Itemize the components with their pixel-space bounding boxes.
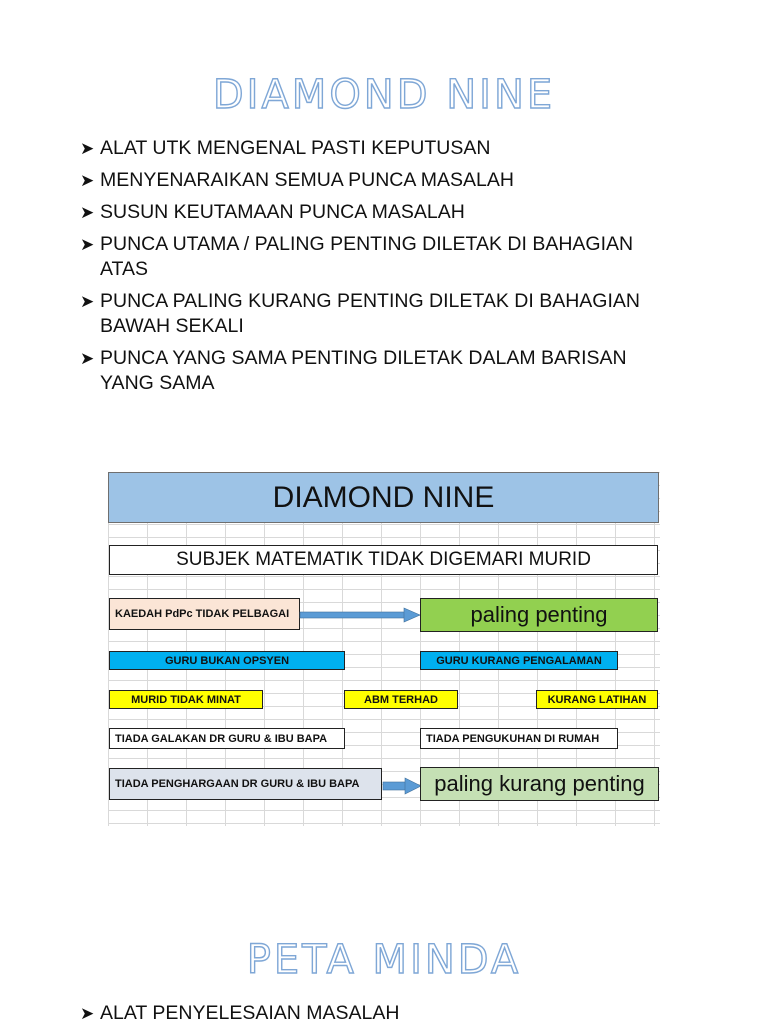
arrow-right-icon bbox=[383, 778, 423, 794]
arrowhead-bullet-icon: ➤ bbox=[80, 292, 95, 311]
slide-title-peta-minda: PETA MINDA bbox=[246, 937, 522, 983]
list-item: ➤ PUNCA UTAMA / PALING PENTING DILETAK DI BAHAGIAN ATAS bbox=[80, 233, 634, 280]
arrowhead-bullet-icon: ➤ bbox=[80, 1004, 95, 1023]
cause-box-pengukuhan: TIADA PENGUKUHAN DI RUMAH bbox=[420, 728, 618, 749]
cause-box-guru-opsyen: GURU BUKAN OPSYEN bbox=[109, 651, 345, 670]
arrowhead-bullet-icon: ➤ bbox=[80, 349, 95, 368]
cause-box-penghargaan: TIADA PENGHARGAAN DR GURU & IBU BAPA bbox=[109, 768, 382, 800]
diamond-nine-diagram bbox=[108, 472, 660, 826]
cause-box-latihan: KURANG LATIHAN bbox=[536, 690, 658, 709]
list-item: ➤ SUSUN KEUTAMAAN PUNCA MASALAH bbox=[80, 201, 465, 223]
arrowhead-bullet-icon: ➤ bbox=[80, 171, 95, 190]
bullet-list bbox=[80, 136, 680, 403]
arrowhead-bullet-icon: ➤ bbox=[80, 235, 95, 254]
list-item: ➤ PUNCA YANG SAMA PENTING DILETAK DALAM BARISAN YANG SAMA bbox=[80, 347, 627, 394]
slide-title-diamond-nine: DIAMOND NINE bbox=[212, 72, 556, 118]
bullet-list bbox=[80, 1001, 680, 1033]
cause-box-kaedah: KAEDAH PdPc TIDAK PELBAGAI bbox=[109, 598, 300, 630]
least-important-label: paling kurang penting bbox=[420, 767, 659, 801]
diagram-header: DIAMOND NINE bbox=[108, 472, 659, 523]
cause-box-murid-minat: MURID TIDAK MINAT bbox=[109, 690, 263, 709]
most-important-label: paling penting bbox=[420, 598, 658, 632]
list-item: ➤ MENYENARAIKAN SEMUA PUNCA MASALAH bbox=[80, 169, 514, 191]
cause-box-guru-pengalaman: GURU KURANG PENGALAMAN bbox=[420, 651, 618, 670]
arrow-right-icon bbox=[300, 608, 422, 622]
list-item: ➤ ALAT UTK MENGENAL PASTI KEPUTUSAN bbox=[80, 137, 491, 159]
arrowhead-bullet-icon: ➤ bbox=[80, 139, 95, 158]
cause-box-galakan: TIADA GALAKAN DR GURU & IBU BAPA bbox=[109, 728, 345, 749]
list-item: ➤ ALAT PENYELESAIAN MASALAH bbox=[80, 1002, 400, 1024]
arrowhead-bullet-icon: ➤ bbox=[80, 203, 95, 222]
list-item: ➤ PUNCA PALING KURANG PENTING DILETAK DI BAHAGIAN BAWAH SEKALI bbox=[80, 290, 640, 337]
diagram-subject: SUBJEK MATEMATIK TIDAK DIGEMARI MURID bbox=[109, 545, 658, 575]
cause-box-abm: ABM TERHAD bbox=[344, 690, 458, 709]
